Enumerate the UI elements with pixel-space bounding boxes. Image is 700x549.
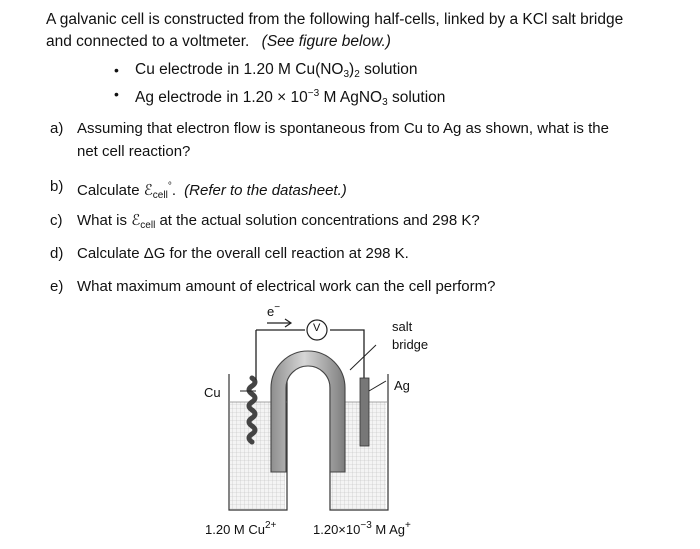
- question-b-pre: Calculate: [77, 182, 144, 199]
- see-figure-note: (See figure below.): [261, 33, 391, 50]
- question-a-label: a): [50, 120, 64, 137]
- ag-mid: M AgNO: [319, 89, 383, 106]
- intro-line-2-text: and connected to a voltmeter.: [46, 33, 250, 50]
- ecell-sup: °: [167, 181, 172, 192]
- cu-conc-text: 1.20 M Cu: [205, 522, 265, 537]
- datasheet-note: (Refer to the datasheet.): [184, 182, 347, 199]
- question-b-label: b): [50, 178, 64, 195]
- question-d: Calculate ΔG for the overall cell reaction at 298 K.: [77, 245, 409, 262]
- ecell-symbol: ℰ: [143, 182, 153, 199]
- question-e: What maximum amount of electrical work can the cell perform?: [77, 278, 496, 295]
- cu-sub2: 2: [354, 69, 360, 80]
- left-concentration: [205, 520, 276, 537]
- question-c-pre: What is: [77, 212, 132, 229]
- ecell-sub: cell: [152, 190, 168, 201]
- ag-sup: −3: [307, 88, 320, 99]
- bullet-icon: •: [114, 86, 119, 102]
- question-b-post: .: [171, 182, 181, 199]
- salt-bridge-pointer: [350, 345, 376, 370]
- ag-sub: 3: [382, 97, 388, 108]
- question-e-label: e): [50, 278, 64, 295]
- electron-symbol: e: [267, 304, 275, 319]
- cu-sub1: 3: [343, 69, 350, 80]
- ag-post: solution: [387, 89, 446, 106]
- ag-conc-charge: +: [405, 520, 411, 531]
- bullet-icon: •: [114, 62, 119, 78]
- voltmeter-label: V: [313, 322, 321, 334]
- cu-pre: Cu electrode in 1.20 M Cu(NO: [135, 61, 344, 78]
- salt-bridge-label-1: salt: [392, 319, 413, 334]
- electron-flow-arrow: [267, 319, 291, 327]
- cu-post: solution: [359, 61, 418, 78]
- question-c-post: at the actual solution concentrations and 298 K?: [155, 212, 480, 229]
- ag-label: Ag: [394, 378, 410, 393]
- cu-conc-charge: 2+: [264, 520, 277, 531]
- ag-conc-exp: −3: [360, 520, 372, 531]
- salt-bridge: [271, 351, 345, 472]
- ag-conc-unit: M Ag: [371, 522, 406, 537]
- cu-mid: ): [349, 61, 355, 78]
- question-c-label: c): [50, 212, 63, 229]
- question-d-label: d): [50, 245, 64, 262]
- ag-pre: Ag electrode in 1.20 × 10: [135, 89, 308, 106]
- electron-label: [267, 302, 280, 319]
- ag-conc-text: 1.20×10: [313, 522, 361, 537]
- salt-bridge-label-2: bridge: [392, 337, 429, 352]
- question-a-line1: Assuming that electron flow is spontaneous from Cu to Ag as shown, what is the: [77, 120, 609, 137]
- question-a-line2: net cell reaction?: [77, 143, 191, 160]
- cu-label: Cu: [204, 385, 221, 400]
- intro-line-1: A galvanic cell is constructed from the following half-cells, linked by a KCl salt bridge: [46, 11, 624, 28]
- electron-charge: −: [274, 302, 281, 313]
- right-concentration: [313, 520, 411, 537]
- ecell-symbol: ℰ: [131, 212, 141, 229]
- ecell-sub: cell: [140, 220, 156, 231]
